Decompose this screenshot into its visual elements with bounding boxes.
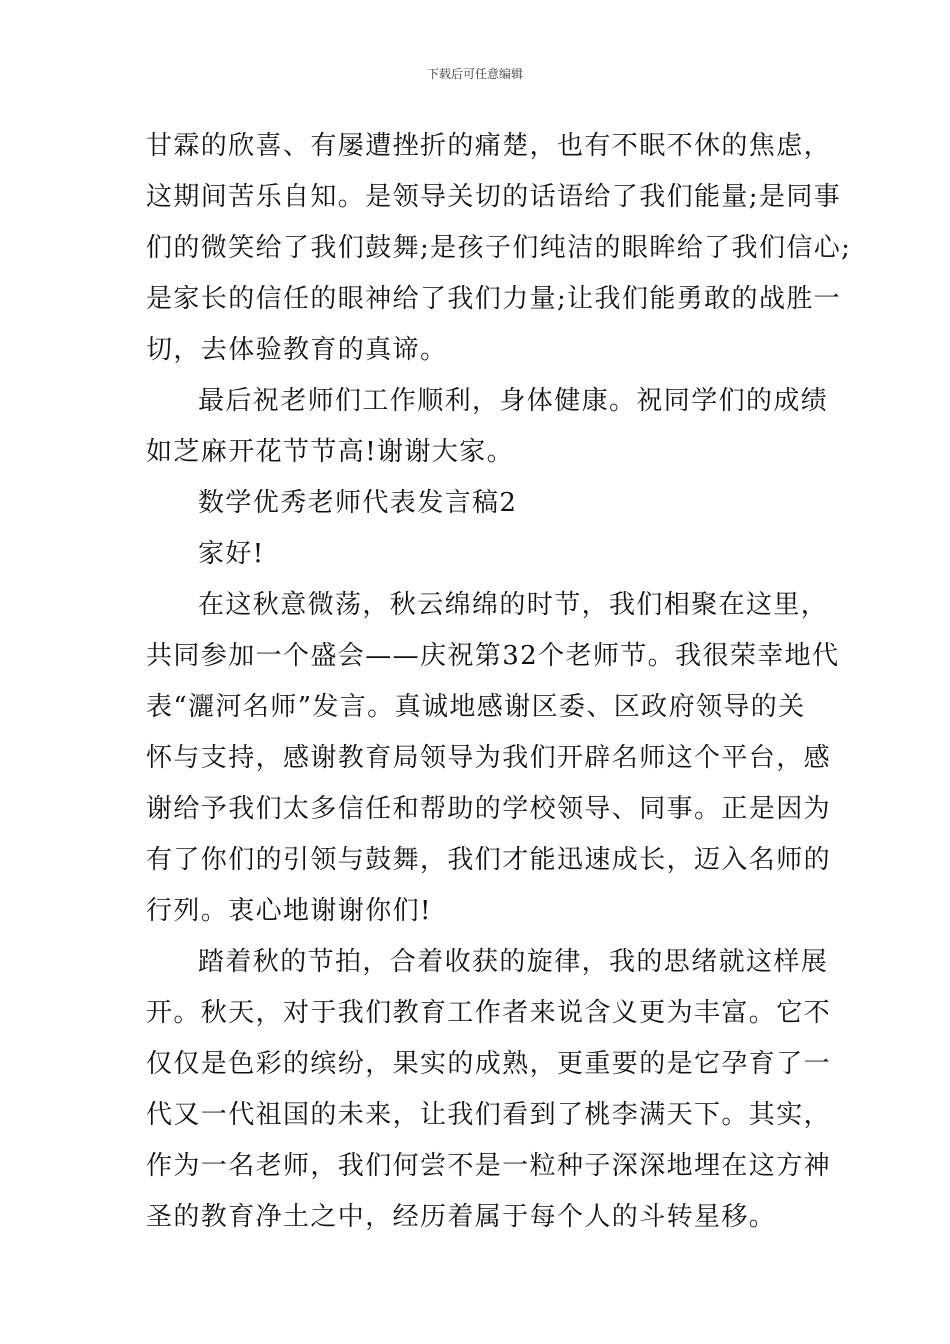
text-line: 开。秋天，对于我们教育工作者来说含义更为丰富。它不 xyxy=(146,998,832,1028)
text-line: 切，去体验教育的真谛。 xyxy=(146,335,448,365)
text-line: 甘霖的欣喜、有屡遭挫折的痛楚，也有不眠不休的焦虑， xyxy=(146,131,832,161)
text-line: 共同参加一个盛会——庆祝第32个老师节。我很荣幸地代 xyxy=(146,641,840,671)
text-line: 是家长的信任的眼神给了我们力量;让我们能勇敢的战胜一 xyxy=(146,284,842,314)
document-body xyxy=(146,121,852,1243)
text-line: 在这秋意微荡，秋云绵绵的时节，我们相聚在这里， xyxy=(198,590,829,620)
text-line: 作为一名老师，我们何尝不是一粒种子深深地埋在这方神 xyxy=(146,1151,832,1181)
page-header: 下载后可任意编辑 xyxy=(426,67,523,81)
text-line: 行列。衷心地谢谢你们! xyxy=(146,896,432,926)
text-line: 家好! xyxy=(198,539,265,569)
text-line: 表“灑河名师”发言。真诚地感谢区委、区政府领导的关 xyxy=(146,692,806,722)
text-line: 如芝麻开花节节高!谢谢大家。 xyxy=(146,437,515,467)
text-line: 们的微笑给了我们鼓舞;是孩子们纯洁的眼眸给了我们信心; xyxy=(146,233,852,263)
text-line: 有了你们的引领与鼓舞，我们才能迅速成长，迈入名师的 xyxy=(146,845,832,875)
text-line: 仅仅是色彩的缤纷，果实的成熟，更重要的是它孕育了一 xyxy=(146,1049,832,1079)
text-line: 代又一代祖国的未来，让我们看到了桃李满天下。其实， xyxy=(146,1100,832,1130)
text-line: 怀与支持，感谢教育局领导为我们开辟名师这个平台，感 xyxy=(146,743,832,773)
text-line: 数学优秀老师代表发言稿2 xyxy=(198,488,518,518)
text-line: 圣的教育净土之中，经历着属于每个人的斗转星移。 xyxy=(146,1202,777,1232)
text-line: 最后祝老师们工作顺利，身体健康。祝同学们的成绩 xyxy=(198,386,829,416)
text-line: 踏着秋的节拍，合着收获的旋律，我的思绪就这样展 xyxy=(198,947,829,977)
text-line: 谢给予我们太多信任和帮助的学校领导、同事。正是因为 xyxy=(146,794,832,824)
text-line: 这期间苦乐自知。是领导关切的话语给了我们能量;是同事 xyxy=(146,182,842,212)
